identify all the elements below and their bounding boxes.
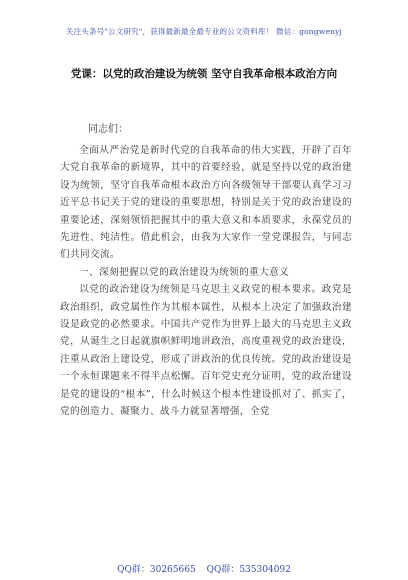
qq-group-2: QQ群：535304092 [206,565,291,575]
section-heading: 一、深刻把握以党的政治建设为统领的重大意义 [79,266,290,278]
paragraph-intro: 全面从严治党是新时代党的自我革命的伟大实践，开辟了百年大党自我革命的新境界，其中的首要经验，就是坚持以党的政治建设为统领，坚守自我革命根本政治方向各级领导干部要认真学习习近平总书记关于党的建设的重要思想，特别是关于党的政治建设的重要论述，深刻领悟把握其中的重大意义和本质要求，永葆党员的先进性、纯洁性。借此机会，由我为大家作一堂党课报告，与同志们共同交流。 [60,145,352,261]
qq-group-1: QQ群：30265665 [117,565,196,575]
header-note: 关注头条号"公文研究"，获得最新最全最专业的公文资料库！ 微信：gongwenyj [65,27,343,36]
paragraph-section-1: 以党的政治建设为统领是马克思主义政党的根本要求。政党是政治组织，政党属性作为其根本属性，从根本上决定了加强政治建设是政党的必然要求。中国共产党作为世界上最大的马克思主义政党，从诞生之日起就旗帜鲜明地讲政治，高度重视党的政治建设，注重从政治上建设党，形成了讲政治的优良传统。党的政治建设是一个永恒课题来不得半点松懈。百年党史充分证明，党的政治建设是党的建设的“根本”，什么时候这个根本性建设抓对了、抓实了，党的创造力、凝聚力、战斗力就显著增强，全党 [60,284,352,418]
salutation: 同志们： [88,124,128,135]
footer-contact [0,562,408,575]
document-title: 党课：以党的政治建设为统领 坚守自我革命根本政治方向 [70,68,338,80]
document-body [60,142,352,421]
